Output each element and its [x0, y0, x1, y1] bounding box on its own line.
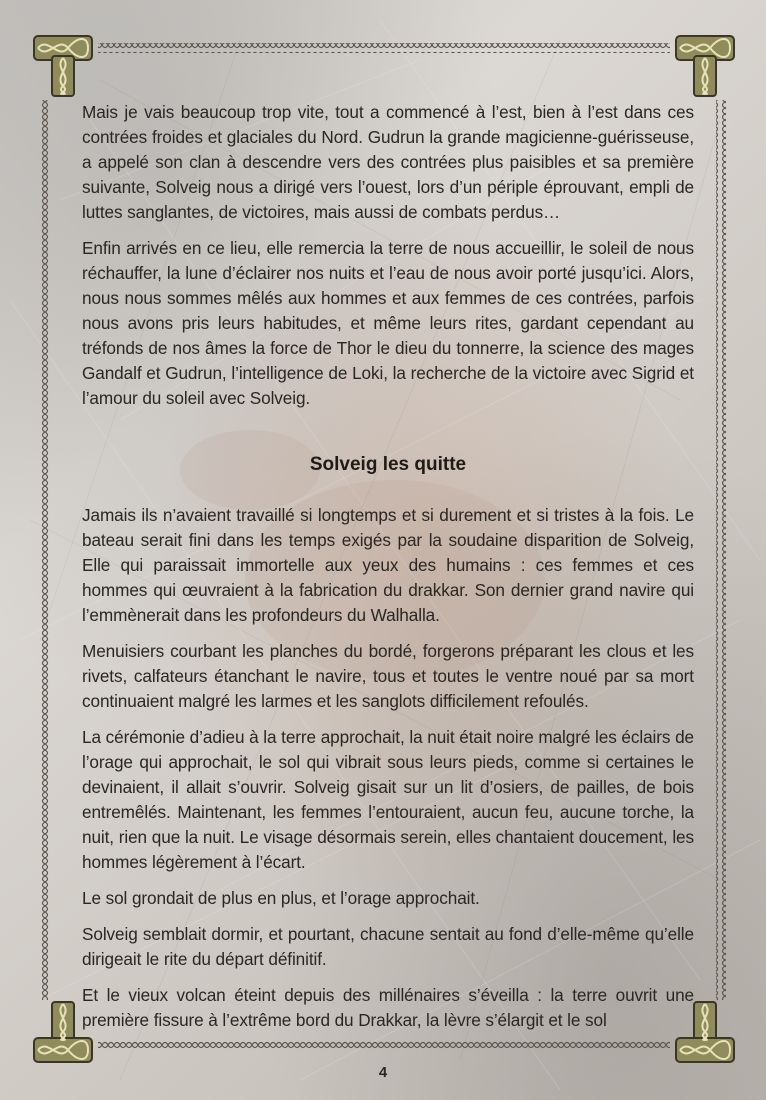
paragraph: Enfin arrivés en ce lieu, elle remercia la terre de nous accueillir, le soleil de nous réchauffer, la lune d’éclairer nos nuits et l’eau de nous avoir porté jusqu’ici. Alors, nous nous sommes mêlés aux hommes et aux femmes de ces contrées, parfois nous avons pris leurs habitudes, et même leurs rites, gardant cependant au tréfonds de nos âmes la force de Thor le dieu du tonnerre, la science des mages Gandalf et Gudrun, l’intelligence de Loki, la recherche de la victoire avec Sigrid et l’amour du soleil avec Solveig.	[82, 238, 694, 408]
section-title: Solveig les quitte	[309, 454, 467, 475]
paragraph: Solveig semblait dormir, et pourtant, chacune sentait au fond d’elle-même qu’elle dirigeait le rite du départ définitif.	[82, 924, 694, 969]
page-number: 4	[378, 1064, 388, 1081]
celtic-knot-icon	[672, 32, 738, 98]
paragraph: Jamais ils n’avaient travaillé si longtemps et si durement et si tristes à la fois. Le bateau serait fini dans les temps exigés par la soudaine disparition de Solveig, Elle qui paraissait immortelle aux yeux des humains : ces femmes et ces hommes qui œuvraient à la fabrication du drakkar. Son dernier grand navire qui l’emmènerait dans les profondeurs du Walhalla.	[82, 505, 694, 625]
intro-text	[82, 100, 694, 422]
paragraph: Mais je vais beaucoup trop vite, tout a commencé à l’est, bien à l’est dans ces contrées froides et glaciales du Nord. Gudrun la grande magicienne-guérisseuse, a appelé son clan à descendre vers des contrées plus paisibles et sa première suivante, Solveig nous a dirigé vers l’ouest, lors d’un périple éprouvant, empli de luttes sanglantes, de victoires, mais aussi de combats perdus…	[82, 102, 694, 222]
paragraph: Et le vieux volcan éteint depuis des millénaires s’éveilla : la terre ouvrit une première fissure à l’extrême bord du Drakkar, la lèvre s’élargit et le sol	[82, 985, 694, 1030]
paragraph: Menuisiers courbant les planches du bordé, forgerons préparant les clous et les rivets, calfateurs étanchant le navire, tous et toutes le ventre noué par sa mort continuaient malgré les larmes et les sanglots difficilement refoulés.	[82, 641, 694, 711]
celtic-knot-icon	[30, 32, 96, 98]
section-text	[82, 503, 694, 1044]
paragraph: La cérémonie d’adieu à la terre approchait, la nuit était noire malgré les éclairs de l’orage qui approchait, le sol qui vibrait sous leurs pieds, comme si certaines le devinaient, il allait s’ouvrir. Solveig gisait sur un lit d’osiers, de pailles, de bois entremêlés. Maintenant, les femmes l’entouraient, aucun feu, aucune torche, la nuit, rien que la nuit. Le visage désormais serein, elles chantaient doucement, les hommes légèrement à l’écart.	[82, 727, 694, 872]
paragraph: Le sol grondait de plus en plus, et l’orage approchait.	[82, 888, 480, 908]
